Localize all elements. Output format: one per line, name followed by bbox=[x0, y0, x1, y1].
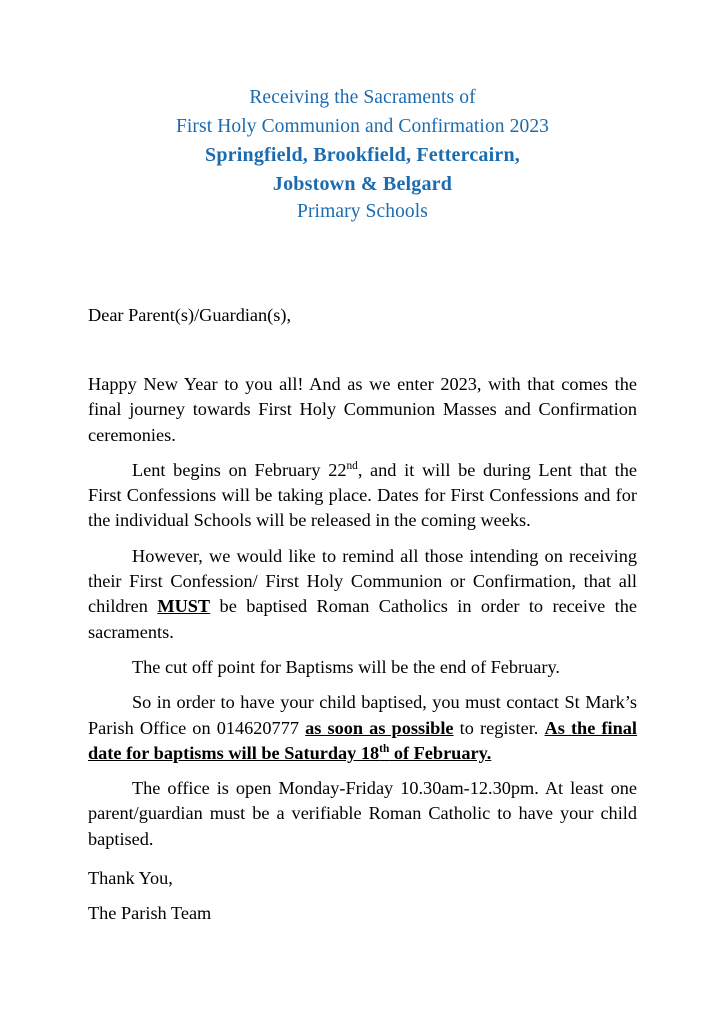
must-text-after: be baptised Roman Catholics in order to receive the sacraments. bbox=[88, 596, 637, 642]
heading-line-schools-1: Springfield, Brookfield, Fettercairn, bbox=[205, 144, 520, 166]
heading-line-schools-2: Jobstown & Belgard bbox=[272, 172, 453, 195]
emphasis-as-soon-as-possible: as soon as possible bbox=[305, 717, 454, 738]
paragraph-cut-off-point: The cut off point for Baptisms will be the end of February. bbox=[132, 656, 560, 677]
spacer bbox=[88, 645, 637, 655]
spacer bbox=[88, 680, 637, 690]
final-date-text-before: As the final date for baptisms will be Saturday 18 bbox=[88, 717, 638, 763]
heading-line-communion-confirmation: First Holy Communion and Confirmation 2023 bbox=[175, 115, 550, 137]
heading-line-primary-schools: Primary Schools bbox=[297, 201, 428, 222]
contact-text-before: So in order to have your child baptised, you must contact St Mark’s Parish Office on 014620777 bbox=[88, 692, 637, 738]
spacer bbox=[88, 328, 637, 372]
lent-text-after: , and it will be during Lent that the First Confessions will be taking place. Dates for First Confessions and for the individual Schools will be released in the coming weeks. bbox=[88, 459, 637, 531]
spacer bbox=[88, 766, 637, 776]
must-text-before: However, we would like to remind all those intending on receiving their First Confession/ First Holy Communion or Confirmation, that all children bbox=[88, 545, 637, 617]
emphasis-must: MUST bbox=[157, 596, 211, 617]
spacer bbox=[88, 852, 637, 866]
spacer bbox=[88, 891, 637, 901]
lent-text-before: Lent begins on February 22 bbox=[132, 459, 347, 480]
paragraph-happy-new-year: Happy New Year to you all! And as we enter 2023, with that comes the final journey towards First Holy Communion Masses and Confirmation ceremonies. bbox=[88, 374, 637, 445]
ordinal-suffix-nd: nd bbox=[346, 459, 358, 472]
paragraph-must-be-baptised bbox=[88, 544, 637, 645]
letter-body bbox=[88, 303, 637, 927]
ordinal-suffix-th: th bbox=[379, 742, 390, 755]
salutation: Dear Parent(s)/Guardian(s), bbox=[88, 305, 292, 325]
paragraph-office-hours: The office is open Monday-Friday 10.30am-12.30pm. At least one parent/guardian must be a verifiable Roman Catholic to have your child baptised. bbox=[88, 778, 637, 849]
final-date-text-after: of February. bbox=[389, 742, 492, 763]
heading-line-sacraments: Receiving the Sacraments of bbox=[249, 87, 476, 108]
spacer bbox=[88, 448, 637, 458]
closing-thank-you: Thank You, bbox=[88, 868, 173, 889]
document-heading bbox=[88, 84, 637, 227]
paragraph-contact-parish-office bbox=[88, 690, 637, 766]
contact-text-middle: to register. bbox=[453, 717, 545, 738]
closing-signature: The Parish Team bbox=[88, 903, 212, 924]
spacer bbox=[88, 534, 637, 544]
paragraph-lent bbox=[88, 458, 637, 534]
